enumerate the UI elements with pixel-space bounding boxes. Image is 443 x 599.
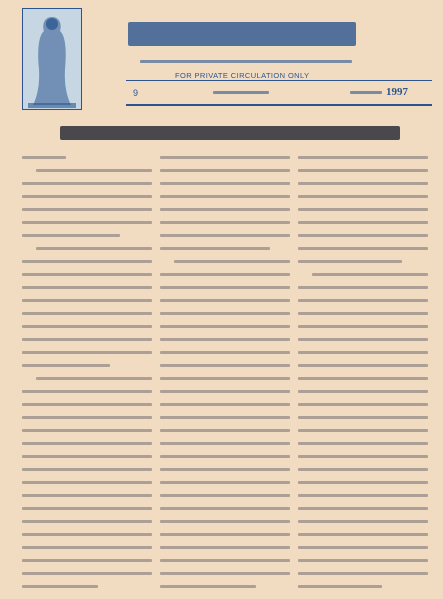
issue-rule: [126, 104, 432, 106]
issue-year: 1997: [386, 86, 408, 98]
madonna-statue-logo: [22, 8, 82, 110]
issue-number: 9: [133, 88, 139, 98]
masthead-subtitle: FOR PRIVATE CIRCULATION ONLY: [175, 71, 310, 80]
header-rule: [126, 80, 432, 81]
